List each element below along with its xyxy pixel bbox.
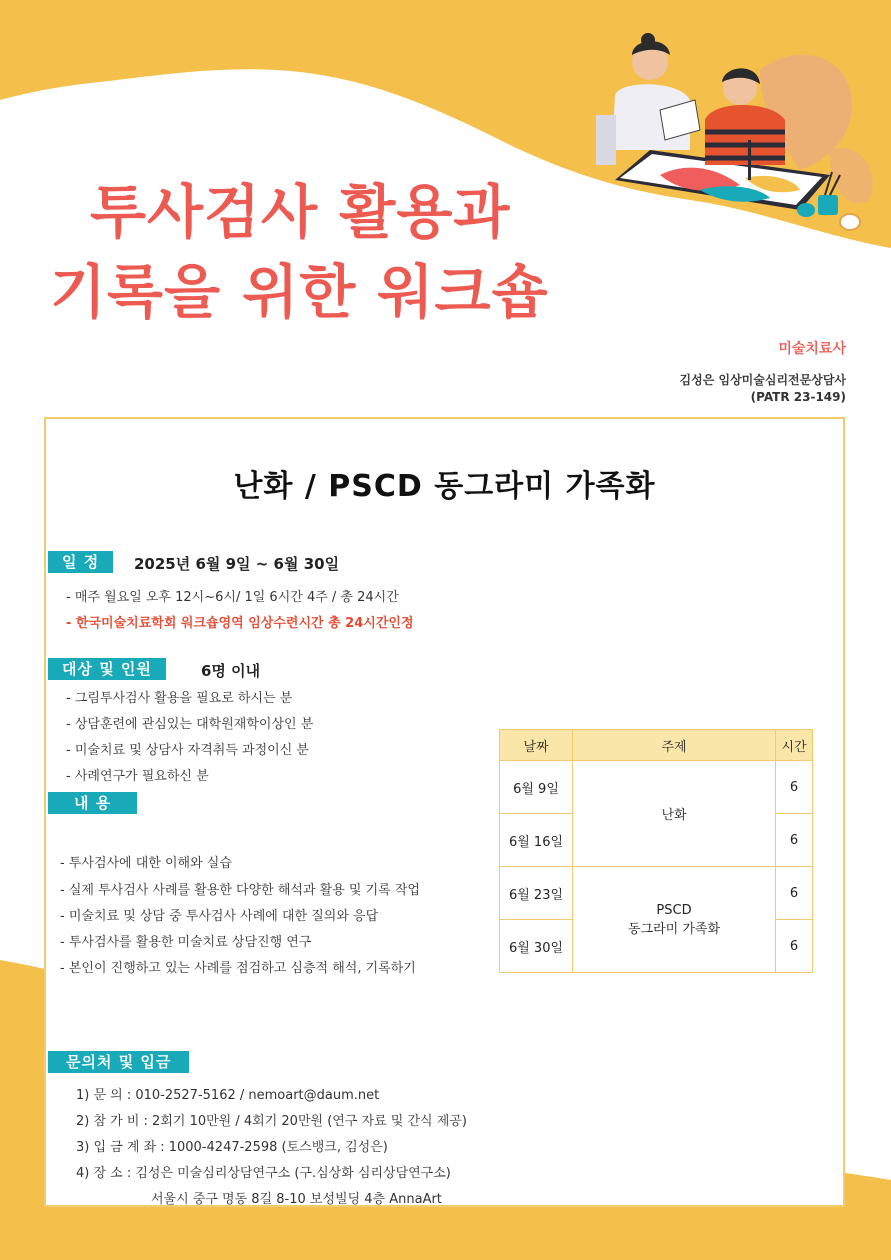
table-cell-date: 6월 16일 bbox=[500, 814, 573, 867]
content-item: - 본인이 진행하고 있는 사례를 점검하고 심층적 해석, 기록하기 bbox=[60, 961, 416, 976]
table-cell-date: 6월 23일 bbox=[500, 867, 573, 920]
instructor-license: (PATR 23-149) bbox=[750, 390, 846, 404]
main-title bbox=[50, 172, 570, 332]
contact-item: 4) 장 소 : 김성은 미술심리상담연구소 (구.심상화 심리상담연구소) bbox=[76, 1166, 451, 1181]
table-cell-date: 6월 9일 bbox=[500, 761, 573, 814]
instructor-info bbox=[680, 338, 846, 406]
table-header-row bbox=[500, 730, 813, 761]
schedule-tag: 일 정 bbox=[48, 551, 113, 573]
contact-address: 서울시 중구 명동 8길 8-10 보성빌딩 4층 AnnaArt bbox=[151, 1192, 442, 1207]
contact-item: 2) 참 가 비 : 2회기 10만원 / 4회기 20만원 (연구 자료 및 간식 제공) bbox=[76, 1114, 467, 1129]
table-topic-line2: 동그라미 가족화 bbox=[627, 921, 721, 937]
schedule-detail: - 매주 월요일 오후 12시~6시/ 1일 6시간 4주 / 총 24시간 bbox=[66, 590, 399, 605]
info-card bbox=[44, 417, 845, 1207]
table-cell-topic bbox=[573, 867, 776, 973]
table-topic-line1: PSCD bbox=[656, 902, 692, 918]
table-cell-hours: 6 bbox=[776, 814, 813, 867]
content-item: - 미술치료 및 상담 중 투사검사 사례에 대한 질의와 응답 bbox=[60, 909, 379, 924]
table-cell-hours: 6 bbox=[776, 920, 813, 973]
table-header-hours: 시간 bbox=[776, 730, 813, 761]
schedule-table bbox=[499, 729, 813, 973]
schedule-certification: - 한국미술치료학회 워크숍영역 임상수련시간 총 24시간인정 bbox=[66, 616, 414, 631]
instructor-name: 김성은 임상미술심리전문상담사 bbox=[679, 373, 846, 387]
table-cell-date: 6월 30일 bbox=[500, 920, 573, 973]
contact-item: 3) 입 금 계 좌 : 1000-4247-2598 (토스뱅크, 김성은) bbox=[76, 1140, 388, 1155]
table-header-date: 날짜 bbox=[500, 730, 573, 761]
target-item: - 미술치료 및 상담사 자격취득 과정이신 분 bbox=[66, 743, 309, 758]
instructor-role: 미술치료사 bbox=[778, 341, 846, 357]
target-item: - 사례연구가 필요하신 분 bbox=[66, 769, 209, 784]
content-item: - 실제 투사검사 사례를 활용한 다양한 해석과 활용 및 기록 작업 bbox=[60, 883, 420, 898]
target-capacity: 6명 이내 bbox=[201, 662, 261, 680]
target-item: - 상담훈련에 관심있는 대학원재학이상인 분 bbox=[66, 717, 314, 732]
table-cell-topic: 난화 bbox=[573, 761, 776, 867]
table-header-topic: 주제 bbox=[573, 730, 776, 761]
table-cell-hours: 6 bbox=[776, 867, 813, 920]
target-tag: 대상 및 인원 bbox=[48, 658, 166, 680]
table-row bbox=[500, 761, 813, 814]
table-row bbox=[500, 867, 813, 920]
contact-item: 1) 문 의 : 010-2527-5162 / nemoart@daum.net bbox=[76, 1088, 380, 1103]
content-item: - 투사검사에 대한 이해와 실습 bbox=[60, 856, 232, 871]
schedule-dates: 2025년 6월 9일 ~ 6월 30일 bbox=[134, 555, 340, 573]
contact-tag: 문의처 및 입금 bbox=[48, 1051, 189, 1073]
table-cell-hours: 6 bbox=[776, 761, 813, 814]
main-title-line1: 투사검사 활용과 bbox=[90, 178, 511, 246]
program-title: 난화 / PSCD 동그라미 가족화 bbox=[233, 469, 656, 504]
main-title-line2: 기록을 위한 워크숍 bbox=[50, 258, 549, 326]
target-item: - 그림투사검사 활용을 필요로 하시는 분 bbox=[66, 691, 293, 706]
content-item: - 투사검사를 활용한 미술치료 상담진행 연구 bbox=[60, 935, 312, 950]
content-tag: 내 용 bbox=[48, 792, 137, 814]
